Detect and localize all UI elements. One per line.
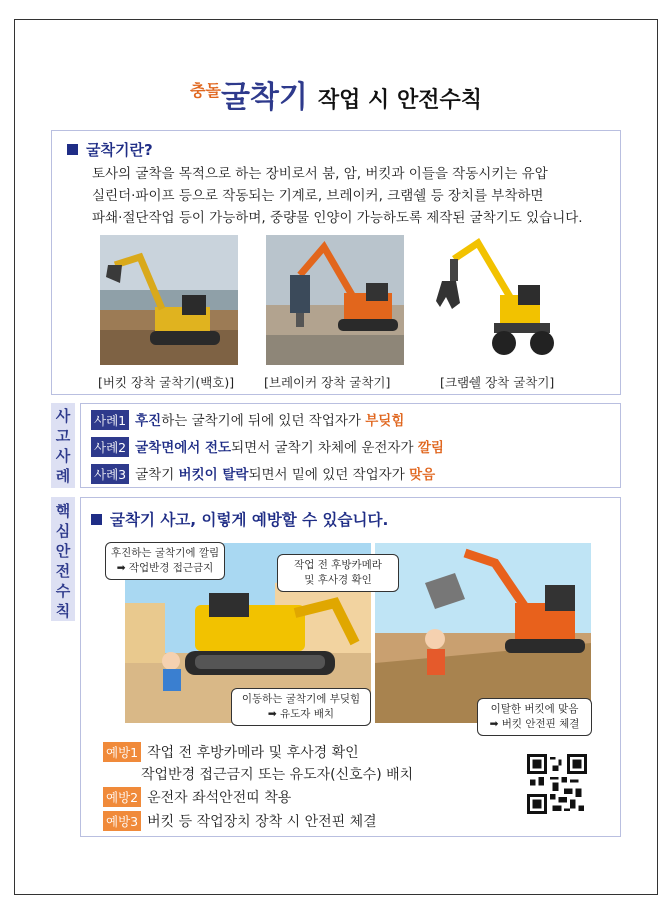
callout-rear-camera: 작업 전 후방카메라 및 후사경 확인 — [277, 554, 399, 592]
case-item: 사례2 굴착면에서 전도되면서 굴착기 차체에 운전자가 깔림 — [91, 436, 444, 457]
section-prevention — [80, 497, 621, 837]
case-badge: 사례3 — [91, 464, 129, 484]
photo-caption: [크램쉘 장착 굴착기] — [440, 375, 555, 390]
falling-bucket-illustration — [375, 543, 591, 723]
section-heading: 굴착기 사고, 이렇게 예방할 수 있습니다. — [91, 508, 388, 530]
title-rest: 작업 시 안전수칙 — [317, 88, 482, 113]
clamshell-photo — [434, 235, 572, 365]
prevention-badge: 예방3 — [103, 811, 141, 831]
qr-code-icon[interactable] — [527, 754, 587, 814]
definition-paragraph — [92, 163, 617, 229]
square-bullet-icon — [67, 144, 78, 155]
callout-moving-excavator: 이동하는 굴착기에 부딪힘 ➡ 유도자 배치 — [231, 688, 371, 726]
case-item: 사례1 후진하는 굴착기에 뒤에 있던 작업자가 부딪힘 — [91, 409, 404, 430]
title-tag: 충돌 — [190, 81, 221, 100]
breaker-photo — [266, 235, 404, 365]
side-label-rules: 핵 심 안 전 수 칙 — [51, 497, 75, 621]
definition-line: 토사의 굴착을 목적으로 하는 장비로서 붐, 암, 버킷과 이들을 작동시키는 유압 — [92, 166, 548, 182]
callout-reversing: 후진하는 굴착기에 깔림 ➡ 작업반경 접근금지 — [105, 542, 225, 580]
case-item: 사례3 굴착기 버킷이 탈락되면서 밑에 있던 작업자가 맞음 — [91, 463, 435, 484]
title-main: 굴착기 — [220, 80, 308, 115]
prevention-item-continued: 작업반경 접근금지 또는 유도자(신호수) 배치 — [141, 767, 414, 783]
prevention-item: 예방3 버킷 등 작업장치 장착 시 안전핀 체결 — [103, 811, 377, 831]
definition-line: 실린더·파이프 등으로 작동되는 기계로, 브레이커, 크램쉘 등 장치를 부착하면 — [92, 188, 544, 204]
prevention-item: 예방2 운전자 좌석안전띠 착용 — [103, 787, 291, 807]
case-badge: 사례2 — [91, 437, 129, 457]
prevention-item: 예방1 작업 전 후방카메라 및 후사경 확인 — [103, 742, 359, 762]
prevention-badge: 예방2 — [103, 787, 141, 807]
side-label-cases: 사 고 사 례 — [51, 403, 75, 488]
section-accident-cases — [80, 403, 621, 488]
definition-line: 파쇄·절단작업 등이 가능하며, 중량물 인양이 가능하도록 제작된 굴착기도 있습니다. — [92, 210, 583, 226]
photo-caption: [브레이커 장착 굴착기] — [264, 375, 391, 390]
case-badge: 사례1 — [91, 410, 129, 430]
page-title — [0, 72, 672, 116]
photo-caption: [버킷 장착 굴착기(백호)] — [98, 375, 235, 390]
prevention-badge: 예방1 — [103, 742, 141, 762]
section-what-is-excavator — [51, 130, 621, 395]
square-bullet-icon — [91, 514, 102, 525]
callout-bucket: 이탈한 버킷에 맞음 ➡ 버킷 안전핀 체결 — [477, 698, 592, 736]
section-heading: 굴착기란? — [67, 139, 153, 160]
backhoe-photo — [100, 235, 238, 365]
